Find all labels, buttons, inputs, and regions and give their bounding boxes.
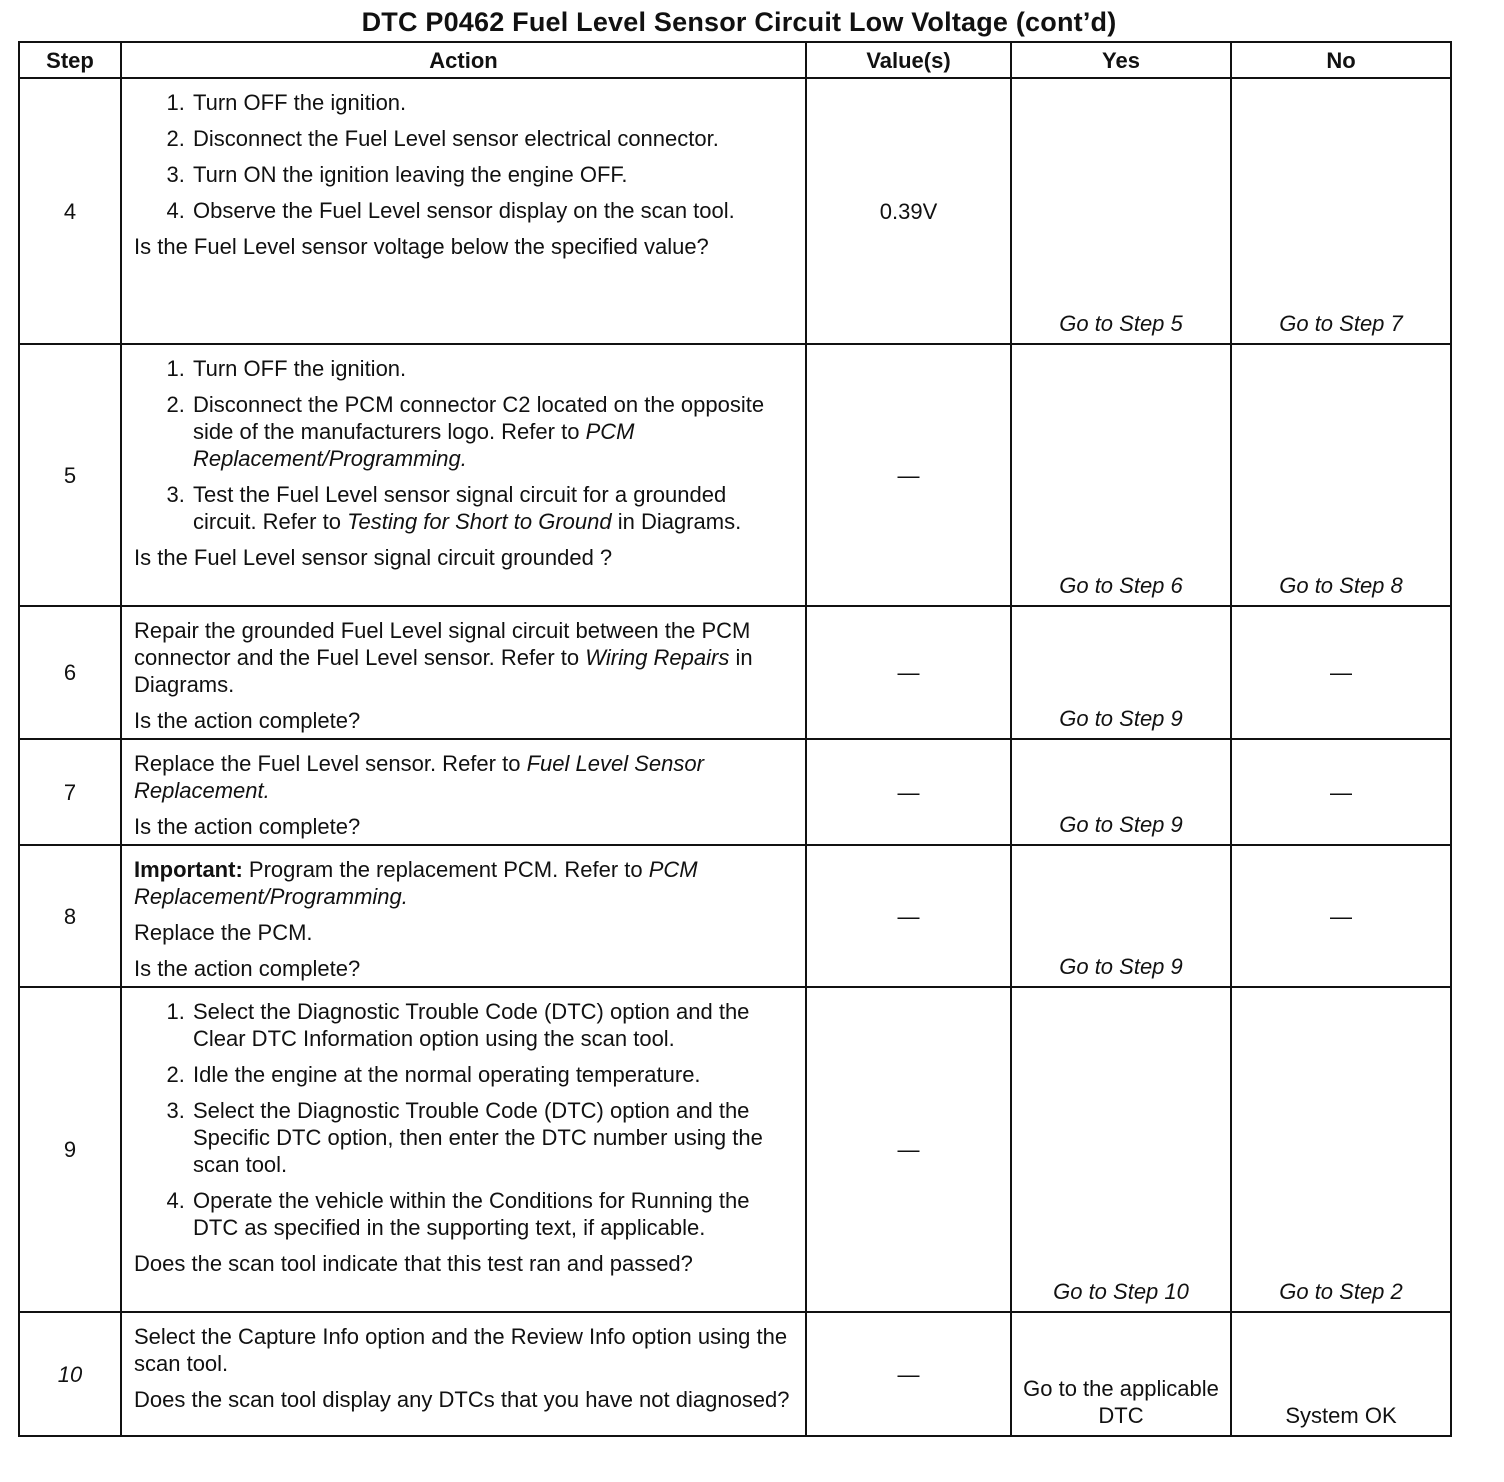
action-step: 1. Select the Diagnostic Trouble Code (DTC) option and the Clear DTC Information option using the scan tool.: [191, 998, 795, 1052]
action-question: Does the scan tool indicate that this test ran and passed?: [134, 1251, 693, 1276]
action-step: 4. Operate the vehicle within the Conditions for Running the DTC as specified in the supporting text, if applicable.: [191, 1187, 795, 1241]
action-paragraph: Select the Capture Info option and the Review Info option using the scan tool.: [134, 1324, 788, 1376]
table-row: [19, 78, 1451, 344]
action-step: [191, 481, 795, 535]
important-note: [134, 856, 795, 910]
action-steps: [134, 89, 795, 224]
no-cell: System OK: [1231, 1312, 1451, 1436]
action-text: Test the Fuel Level sensor signal circuit for a grounded circuit. Refer to: [193, 482, 727, 534]
action-steps: [134, 355, 795, 535]
action-text: Program the replacement PCM. Refer to: [248, 857, 643, 882]
action-step: [191, 391, 795, 472]
action-cell: [121, 987, 806, 1312]
action-text: Repair the grounded Fuel Level signal circuit between the PCM connector and the Fuel Level sensor. Refer to: [134, 618, 751, 670]
important-label: Important:: [134, 857, 243, 882]
no-cell: —: [1231, 606, 1451, 739]
step-number: 7: [19, 739, 121, 845]
action-step: 3. Turn ON the ignition leaving the engine OFF.: [191, 161, 795, 188]
action-steps: [134, 998, 795, 1241]
yes-cell: Go to Step 9: [1011, 606, 1231, 739]
table-row: [19, 344, 1451, 606]
header-no: No: [1231, 42, 1451, 78]
step-number: 4: [19, 78, 121, 344]
action-cell: [121, 606, 806, 739]
action-step: 1. Turn OFF the ignition.: [191, 89, 795, 116]
page-title: DTC P0462 Fuel Level Sensor Circuit Low Voltage (cont’d): [361, 7, 1117, 37]
action-paragraph: [134, 617, 795, 698]
action-text: Disconnect the PCM connector C2 located on the opposite side of the manufacturers logo. Refer to: [193, 392, 765, 444]
value-cell: —: [806, 739, 1011, 845]
header-yes: Yes: [1011, 42, 1231, 78]
yes-cell: Go to Step 9: [1011, 845, 1231, 987]
value-cell: —: [806, 344, 1011, 606]
value-cell: —: [806, 1312, 1011, 1436]
action-question: Is the action complete?: [134, 956, 361, 981]
action-text: in Diagrams.: [617, 509, 742, 534]
table-row: [19, 606, 1451, 739]
reference-link: Wiring Repairs: [585, 645, 730, 670]
dtc-table: [18, 41, 1452, 1437]
header-action: Action: [121, 42, 806, 78]
value-cell: —: [806, 606, 1011, 739]
value-cell: —: [806, 987, 1011, 1312]
action-question: Is the Fuel Level sensor signal circuit grounded ?: [134, 545, 613, 570]
no-cell: —: [1231, 845, 1451, 987]
yes-cell: Go to Step 9: [1011, 739, 1231, 845]
no-cell: Go to Step 2: [1231, 987, 1451, 1312]
header-step: Step: [19, 42, 121, 78]
action-question: Is the action complete?: [134, 814, 361, 839]
reference-link: Fuel Level Sensor Replacement.: [134, 751, 704, 803]
table-row: [19, 987, 1451, 1312]
table-row: [19, 739, 1451, 845]
header-row: [19, 42, 1451, 78]
action-question: Is the Fuel Level sensor voltage below the specified value?: [134, 234, 709, 259]
action-text: in Diagrams.: [134, 645, 753, 697]
header-values: Value(s): [806, 42, 1011, 78]
action-step: 3. Select the Diagnostic Trouble Code (DTC) option and the Specific DTC option, then enter the DTC number using the scan tool.: [191, 1097, 795, 1178]
yes-cell: Go to Step 10: [1011, 987, 1231, 1312]
reference-link: PCM Replacement/Programming.: [134, 857, 698, 909]
step-number: 6: [19, 606, 121, 739]
action-question: Is the action complete?: [134, 708, 361, 733]
step-number: 10: [19, 1312, 121, 1436]
step-number: 5: [19, 344, 121, 606]
value-cell: —: [806, 845, 1011, 987]
value-cell: 0.39V: [806, 78, 1011, 344]
step-number: 8: [19, 845, 121, 987]
yes-cell: Go to Step 5: [1011, 78, 1231, 344]
table-row: [19, 845, 1451, 987]
no-cell: Go to Step 8: [1231, 344, 1451, 606]
action-cell: [121, 78, 806, 344]
step-number: 9: [19, 987, 121, 1312]
yes-cell: Go to the applicable DTC: [1011, 1312, 1231, 1436]
action-cell: [121, 344, 806, 606]
yes-cell: Go to Step 6: [1011, 344, 1231, 606]
table-row: [19, 1312, 1451, 1436]
action-cell: [121, 1312, 806, 1436]
no-cell: Go to Step 7: [1231, 78, 1451, 344]
action-paragraph: [134, 750, 795, 804]
reference-link: Testing for Short to Ground: [347, 509, 612, 534]
action-step: 2. Disconnect the Fuel Level sensor electrical connector.: [191, 125, 795, 152]
no-cell: —: [1231, 739, 1451, 845]
action-step: 1. Turn OFF the ignition.: [191, 355, 795, 382]
action-step: 2. Idle the engine at the normal operating temperature.: [191, 1061, 795, 1088]
action-question: Does the scan tool display any DTCs that you have not diagnosed?: [134, 1387, 790, 1412]
action-cell: [121, 739, 806, 845]
action-cell: [121, 845, 806, 987]
action-paragraph: Replace the PCM.: [134, 920, 313, 945]
action-step: 4. Observe the Fuel Level sensor display on the scan tool.: [191, 197, 795, 224]
reference-link: PCM Replacement/Programming.: [193, 419, 635, 471]
action-text: Replace the Fuel Level sensor. Refer to: [134, 751, 521, 776]
